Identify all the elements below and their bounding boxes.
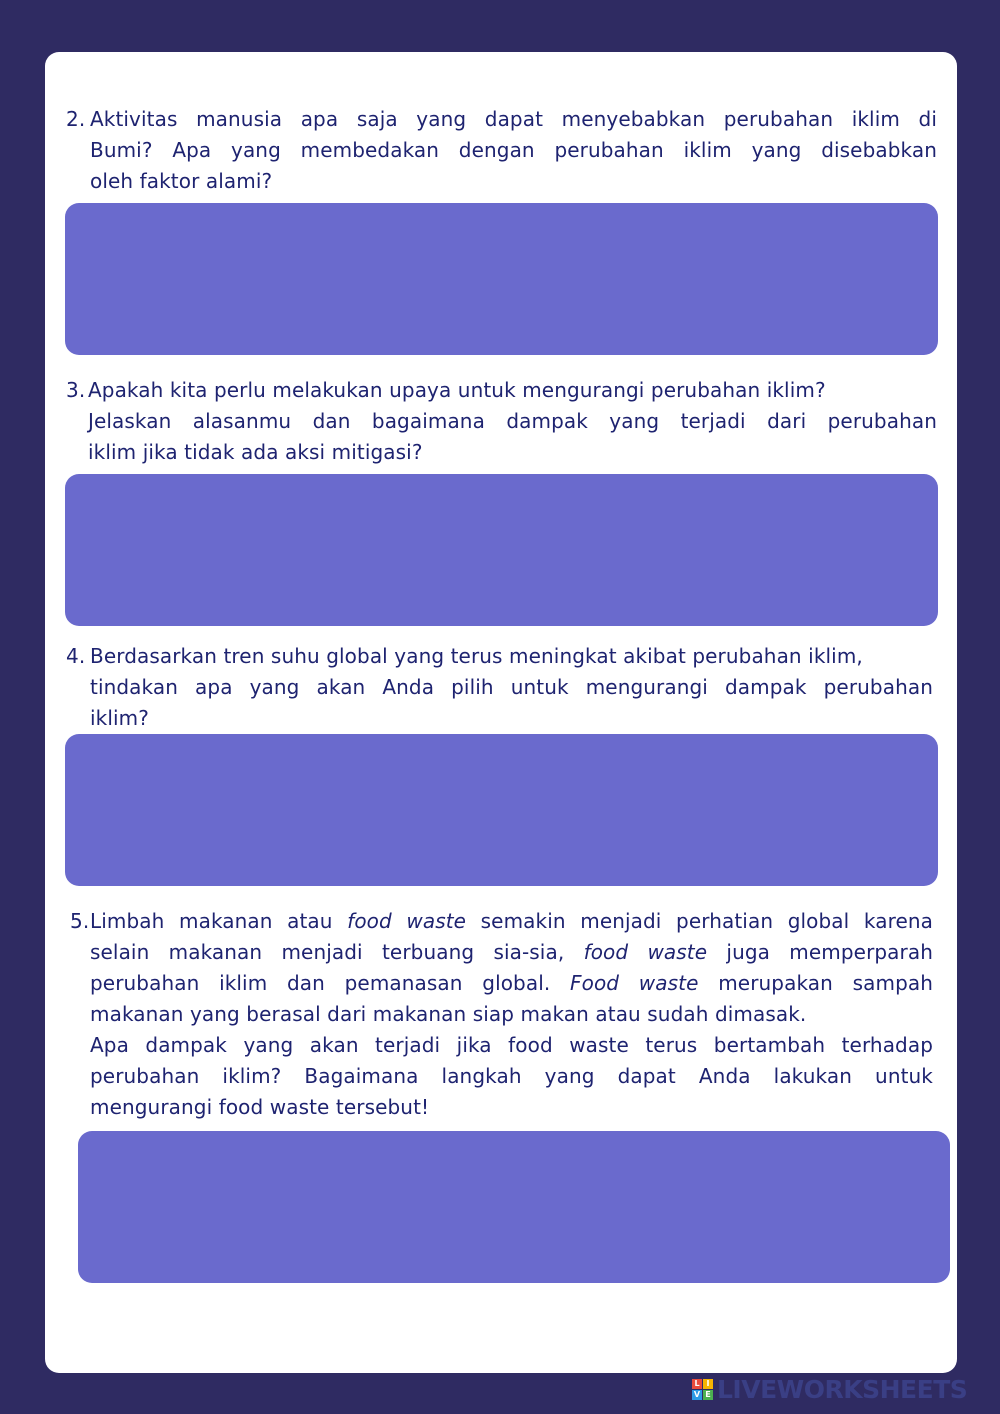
question-text-segment: perubahan iklim dan pemanasan global. (90, 971, 571, 995)
logo-letter: L (692, 1379, 702, 1389)
question-5 (70, 906, 933, 1123)
question-text-line: Apa dampak yang akan terjadi jika food waste terus bertambah terhadap (90, 1033, 933, 1057)
answer-input-4[interactable] (65, 734, 938, 886)
question-text-segment: semakin menjadi perhatian global karena (466, 909, 933, 933)
question-text-line: tindakan apa yang akan Anda pilih untuk mengurangi dampak perubahan (90, 675, 933, 699)
question-text-line: makanan yang berasal dari makanan siap makan atau sudah dimasak. (90, 1002, 807, 1026)
question-text-line: mengurangi food waste tersebut! (90, 1095, 430, 1119)
question-text-line (90, 937, 933, 968)
logo-letter: V (693, 1389, 701, 1399)
question-2 (66, 104, 937, 197)
question-text-line: Jelaskan alasanmu dan bagaimana dampak yang terjadi dari perubahan (88, 409, 937, 433)
question-text-segment: selain makanan menjadi terbuang sia-sia, (90, 940, 584, 964)
question-text-line: iklim jika tidak ada aksi mitigasi? (88, 440, 423, 464)
question-text-line (90, 906, 933, 937)
question-4 (66, 641, 933, 734)
question-text-line: iklim? (90, 706, 149, 730)
watermark-text: LIVEWORKSHEETS (717, 1374, 968, 1404)
logo-letter: I (703, 1379, 713, 1389)
question-number: 3. (66, 378, 86, 402)
logo-letter: E (703, 1390, 713, 1400)
question-text-line: oleh faktor alami? (90, 169, 273, 193)
liveworksheets-watermark (692, 1376, 967, 1402)
question-text-line: perubahan iklim? Bagaimana langkah yang dapat Anda lakukan untuk (90, 1064, 933, 1088)
question-text-line (90, 968, 933, 999)
question-text-emphasis: food waste (347, 909, 467, 933)
question-text-segment: juga memperparah (707, 940, 933, 964)
question-text-segment: Limbah makanan atau (90, 909, 348, 933)
question-3 (66, 375, 937, 468)
question-text-line: Bumi? Apa yang membedakan dengan perubahan iklim yang disebabkan (90, 138, 937, 162)
liveworksheets-logo-icon (692, 1379, 713, 1400)
question-text-segment: merupakan sampah (698, 971, 933, 995)
question-number: 5. (70, 909, 90, 933)
question-text-line: Berdasarkan tren suhu global yang terus meningkat akibat perubahan iklim, (90, 644, 863, 668)
answer-input-5[interactable] (78, 1131, 950, 1283)
answer-input-3[interactable] (65, 474, 938, 626)
question-text-emphasis: food waste (583, 940, 708, 964)
question-number: 2. (66, 107, 86, 131)
question-text-line: Aktivitas manusia apa saja yang dapat menyebabkan perubahan iklim di (90, 107, 937, 131)
answer-input-2[interactable] (65, 203, 938, 355)
question-number: 4. (66, 644, 86, 668)
question-text-emphasis: Food waste (570, 971, 699, 995)
question-text-line: Apakah kita perlu melakukan upaya untuk mengurangi perubahan iklim? (88, 378, 826, 402)
